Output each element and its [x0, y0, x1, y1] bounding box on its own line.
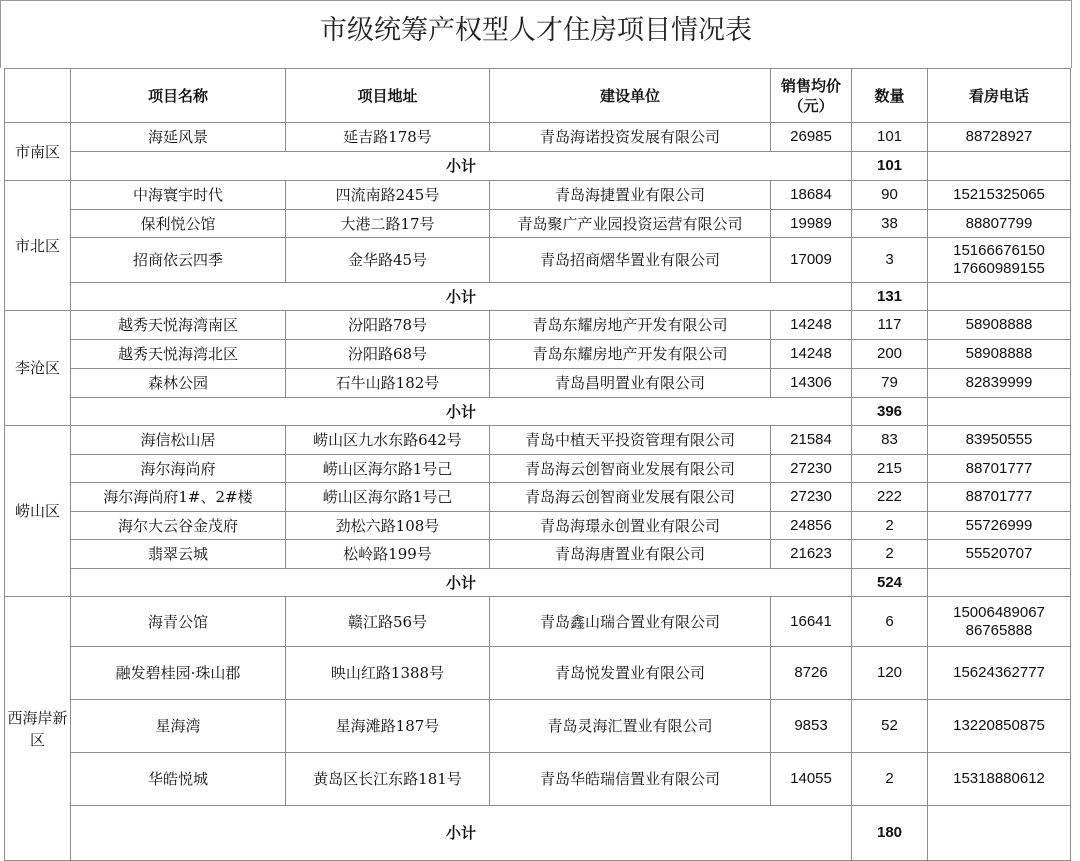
count-cell: 3	[852, 238, 928, 283]
count-cell: 2	[852, 512, 928, 540]
developer-cell: 青岛悦发置业有限公司	[490, 647, 771, 700]
header-district	[5, 69, 71, 123]
project-name-cell: 融发碧桂园·珠山郡	[71, 647, 286, 700]
table-row	[5, 647, 1071, 700]
developer-cell: 青岛招商熠华置业有限公司	[490, 238, 771, 283]
phone-cell: 15624362777	[928, 647, 1071, 700]
phone-cell: 82839999	[928, 369, 1071, 398]
phone-cell: 58908888	[928, 340, 1071, 369]
subtotal-blank	[928, 569, 1071, 597]
count-cell: 200	[852, 340, 928, 369]
table-row	[5, 210, 1071, 238]
subtotal-label: 小计	[71, 398, 852, 426]
project-address-cell: 汾阳路68号	[286, 340, 490, 369]
project-name-cell: 海尔海尚府	[71, 455, 286, 483]
price-cell: 26985	[771, 123, 852, 152]
district-cell: 市北区	[5, 181, 71, 311]
project-address-cell: 黄岛区长江东路181号	[286, 753, 490, 806]
price-cell: 19989	[771, 210, 852, 238]
subtotal-label: 小计	[71, 152, 852, 181]
table-row	[5, 540, 1071, 569]
price-cell: 17009	[771, 238, 852, 283]
price-cell: 27230	[771, 455, 852, 483]
phone-cell: 55726999	[928, 512, 1071, 540]
subtotal-row	[5, 569, 1071, 597]
project-name-cell: 华皓悦城	[71, 753, 286, 806]
developer-cell: 青岛昌明置业有限公司	[490, 369, 771, 398]
project-name-cell: 海信松山居	[71, 426, 286, 455]
developer-cell: 青岛鑫山瑞合置业有限公司	[490, 597, 771, 647]
project-address-cell: 崂山区海尔路1号己	[286, 483, 490, 512]
count-cell: 215	[852, 455, 928, 483]
count-cell: 101	[852, 123, 928, 152]
subtotal-label: 小计	[71, 806, 852, 861]
table-row	[5, 512, 1071, 540]
project-address-cell: 汾阳路78号	[286, 311, 490, 340]
count-cell: 6	[852, 597, 928, 647]
project-name-cell: 中海寰宇时代	[71, 181, 286, 210]
header-name: 项目名称	[71, 69, 286, 123]
project-address-cell: 石牛山路182号	[286, 369, 490, 398]
count-cell: 52	[852, 700, 928, 753]
price-cell: 14248	[771, 311, 852, 340]
subtotal-blank	[928, 283, 1071, 311]
price-cell: 21623	[771, 540, 852, 569]
project-name-cell: 海尔大云谷金茂府	[71, 512, 286, 540]
phone-cell: 13220850875	[928, 700, 1071, 753]
developer-cell: 青岛华皓瑞信置业有限公司	[490, 753, 771, 806]
subtotal-row	[5, 398, 1071, 426]
phone-cell: 88701777	[928, 483, 1071, 512]
header-address: 项目地址	[286, 69, 490, 123]
project-name-cell: 越秀天悦海湾南区	[71, 311, 286, 340]
count-cell: 117	[852, 311, 928, 340]
subtotal-blank	[928, 398, 1071, 426]
table-row	[5, 123, 1071, 152]
developer-cell: 青岛东耀房地产开发有限公司	[490, 340, 771, 369]
price-cell: 14055	[771, 753, 852, 806]
project-address-cell: 延吉路178号	[286, 123, 490, 152]
project-name-cell: 海青公馆	[71, 597, 286, 647]
project-address-cell: 崂山区九水东路642号	[286, 426, 490, 455]
district-cell: 崂山区	[5, 426, 71, 597]
project-address-cell: 星海滩路187号	[286, 700, 490, 753]
count-cell: 90	[852, 181, 928, 210]
phone-cell: 15215325065	[928, 181, 1071, 210]
table-row	[5, 369, 1071, 398]
subtotal-row	[5, 806, 1071, 861]
phone-cell: 15166676150 17660989155	[928, 238, 1071, 283]
project-address-cell: 大港二路17号	[286, 210, 490, 238]
project-name-cell: 星海湾	[71, 700, 286, 753]
count-cell: 38	[852, 210, 928, 238]
project-name-cell: 保利悦公馆	[71, 210, 286, 238]
phone-cell: 58908888	[928, 311, 1071, 340]
price-cell: 9853	[771, 700, 852, 753]
district-cell: 西海岸新区	[5, 597, 71, 861]
developer-cell: 青岛灵海汇置业有限公司	[490, 700, 771, 753]
subtotal-value: 396	[852, 398, 928, 426]
project-address-cell: 映山红路1388号	[286, 647, 490, 700]
project-name-cell: 越秀天悦海湾北区	[71, 340, 286, 369]
developer-cell: 青岛海璟永创置业有限公司	[490, 512, 771, 540]
page-title: 市级统筹产权型人才住房项目情况表	[0, 0, 1072, 68]
project-name-cell: 海尔海尚府1#、2#楼	[71, 483, 286, 512]
developer-cell: 青岛海唐置业有限公司	[490, 540, 771, 569]
housing-table	[4, 68, 1071, 861]
table-row	[5, 597, 1071, 647]
count-cell: 120	[852, 647, 928, 700]
phone-cell: 55520707	[928, 540, 1071, 569]
district-cell: 市南区	[5, 123, 71, 181]
table-row	[5, 700, 1071, 753]
subtotal-row	[5, 152, 1071, 181]
count-cell: 2	[852, 753, 928, 806]
price-cell: 14306	[771, 369, 852, 398]
district-cell: 李沧区	[5, 311, 71, 426]
phone-cell: 88807799	[928, 210, 1071, 238]
count-cell: 83	[852, 426, 928, 455]
developer-cell: 青岛海云创智商业发展有限公司	[490, 483, 771, 512]
header-row	[5, 69, 1071, 123]
price-cell: 21584	[771, 426, 852, 455]
subtotal-value: 101	[852, 152, 928, 181]
phone-cell: 88701777	[928, 455, 1071, 483]
developer-cell: 青岛海诺投资发展有限公司	[490, 123, 771, 152]
header-price: 销售均价（元）	[771, 69, 852, 123]
subtotal-row	[5, 283, 1071, 311]
project-name-cell: 森林公园	[71, 369, 286, 398]
developer-cell: 青岛海捷置业有限公司	[490, 181, 771, 210]
subtotal-value: 180	[852, 806, 928, 861]
phone-cell: 83950555	[928, 426, 1071, 455]
table-row	[5, 238, 1071, 283]
project-name-cell: 海延风景	[71, 123, 286, 152]
project-address-cell: 松岭路199号	[286, 540, 490, 569]
project-name-cell: 翡翠云城	[71, 540, 286, 569]
price-cell: 14248	[771, 340, 852, 369]
price-cell: 24856	[771, 512, 852, 540]
project-name-cell: 招商依云四季	[71, 238, 286, 283]
count-cell: 2	[852, 540, 928, 569]
subtotal-value: 524	[852, 569, 928, 597]
table-row	[5, 753, 1071, 806]
subtotal-value: 131	[852, 283, 928, 311]
phone-cell: 88728927	[928, 123, 1071, 152]
header-count: 数量	[852, 69, 928, 123]
count-cell: 79	[852, 369, 928, 398]
developer-cell: 青岛东耀房地产开发有限公司	[490, 311, 771, 340]
table-row	[5, 340, 1071, 369]
subtotal-label: 小计	[71, 569, 852, 597]
price-cell: 16641	[771, 597, 852, 647]
price-cell: 18684	[771, 181, 852, 210]
table-row	[5, 426, 1071, 455]
developer-cell: 青岛海云创智商业发展有限公司	[490, 455, 771, 483]
project-address-cell: 四流南路245号	[286, 181, 490, 210]
project-address-cell: 劲松六路108号	[286, 512, 490, 540]
subtotal-label: 小计	[71, 283, 852, 311]
developer-cell: 青岛聚广产业园投资运营有限公司	[490, 210, 771, 238]
project-address-cell: 赣江路56号	[286, 597, 490, 647]
subtotal-blank	[928, 152, 1071, 181]
subtotal-blank	[928, 806, 1071, 861]
phone-cell: 15006489067 86765888	[928, 597, 1071, 647]
count-cell: 222	[852, 483, 928, 512]
price-cell: 27230	[771, 483, 852, 512]
project-address-cell: 崂山区海尔路1号己	[286, 455, 490, 483]
developer-cell: 青岛中植天平投资管理有限公司	[490, 426, 771, 455]
table-row	[5, 181, 1071, 210]
phone-cell: 15318880612	[928, 753, 1071, 806]
price-cell: 8726	[771, 647, 852, 700]
table-row	[5, 483, 1071, 512]
table-row	[5, 311, 1071, 340]
project-address-cell: 金华路45号	[286, 238, 490, 283]
header-phone: 看房电话	[928, 69, 1071, 123]
table-row	[5, 455, 1071, 483]
header-developer: 建设单位	[490, 69, 771, 123]
